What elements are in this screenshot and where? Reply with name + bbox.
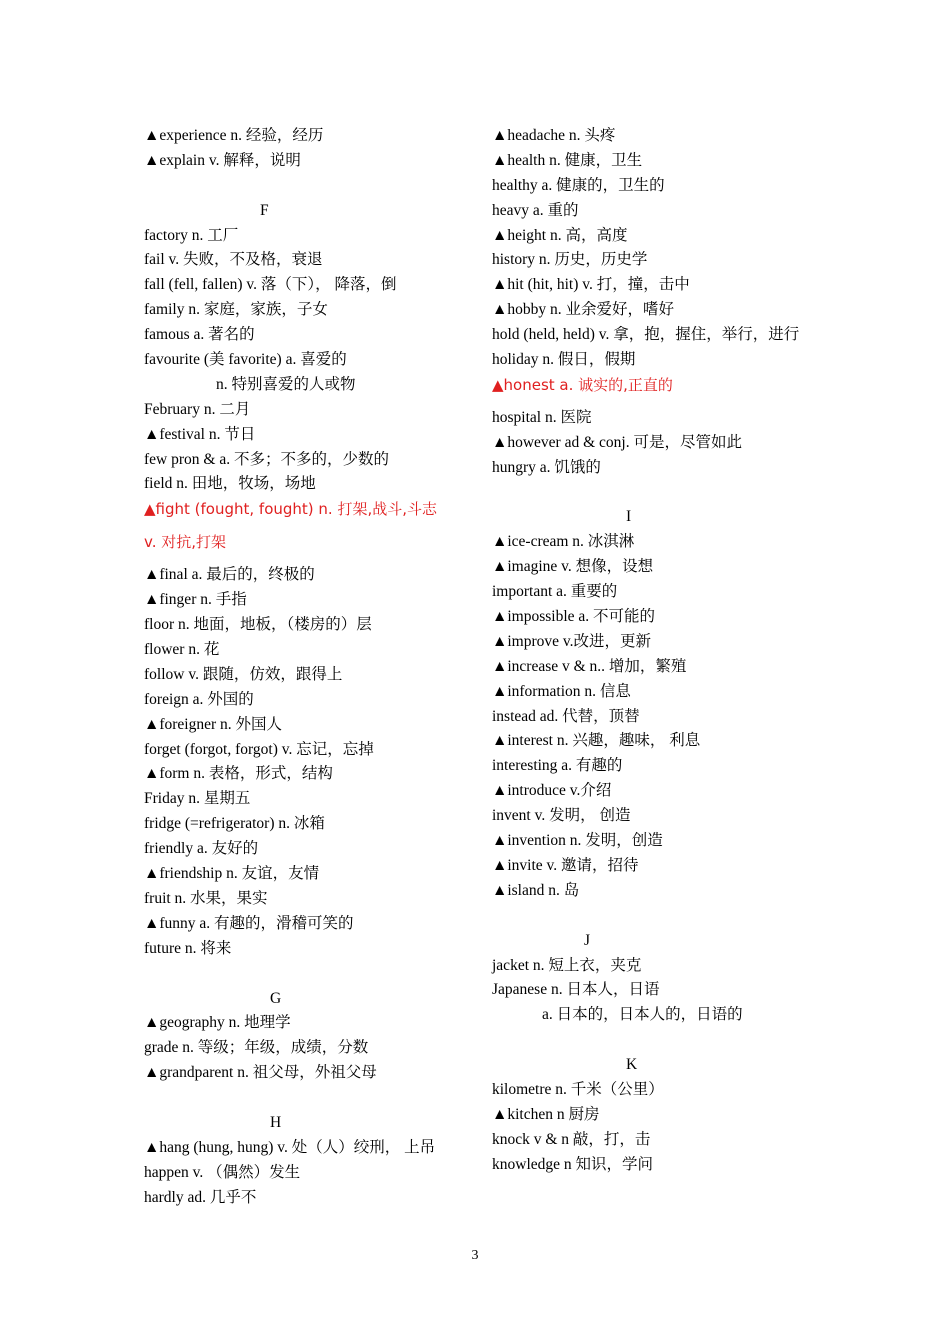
vocab-entry: ▲form n. 表格，形式，结构 <box>144 765 333 783</box>
vocab-entry: fridge (=refrigerator) n. 冰箱 <box>144 815 325 833</box>
vocab-entry: hardly ad. 几乎不 <box>144 1188 257 1206</box>
vocab-entry: ▲hang (hung, hung) v. 处（人）绞刑， 上吊 <box>144 1138 436 1156</box>
vocab-entry: field n. 田地，牧场，场地 <box>144 475 316 493</box>
blank-line <box>492 904 832 929</box>
right-column <box>492 124 832 1178</box>
blank-line <box>492 1028 832 1053</box>
vocab-entry: healthy a. 健康的，卫生的 <box>492 176 665 194</box>
vocab-entry: ▲however ad & conj. 可是，尽管如此 <box>492 433 742 451</box>
vocab-entry: hungry a. 饥饿的 <box>492 458 601 476</box>
vocab-entry: ▲increase v & n.. 增加，繁殖 <box>492 657 687 675</box>
vocab-entry: knock v & n 敲，打，击 <box>492 1130 651 1148</box>
vocab-entry: invent v. 发明， 创造 <box>492 807 631 825</box>
vocab-entry: ▲height n. 高，高度 <box>492 226 628 244</box>
vocab-entry: ▲imagine v. 想像，设想 <box>492 558 654 576</box>
vocab-entry: ▲final a. 最后的，终极的 <box>144 566 315 584</box>
vocab-entry: hold (held, held) v. 拿，抱，握住，举行，进行 <box>492 326 800 344</box>
vocab-entry: instead ad. 代替，顶替 <box>492 707 640 725</box>
vocab-entry: heavy a. 重的 <box>492 201 579 219</box>
vocab-entry: hospital n. 医院 <box>492 408 592 426</box>
vocab-entry: jacket n. 短上衣，夹克 <box>492 956 642 974</box>
vocab-entry: forget (forgot, forgot) v. 忘记，忘掉 <box>144 740 374 758</box>
left-column <box>144 124 474 1211</box>
blank-line <box>144 962 474 987</box>
vocab-entry: ▲grandparent n. 祖父母，外祖父母 <box>144 1064 377 1082</box>
vocab-entry: February n. 二月 <box>144 400 251 418</box>
vocab-entry: knowledge n 知识，学问 <box>492 1155 654 1173</box>
page-number: 3 <box>471 1248 479 1263</box>
vocab-entry: famous a. 著名的 <box>144 326 255 344</box>
vocab-entry: ▲funny a. 有趣的，滑稽可笑的 <box>144 914 354 932</box>
vocab-entry: ▲interest n. 兴趣，趣味， 利息 <box>492 732 701 750</box>
vocab-entry: ▲island n. 岛 <box>492 881 580 899</box>
section-letter-heading: K <box>626 1056 638 1074</box>
vocab-entry: ▲finger n. 手指 <box>144 591 247 609</box>
vocab-entry: ▲foreigner n. 外国人 <box>144 715 283 733</box>
vocab-entry: ▲festival n. 节日 <box>144 425 256 443</box>
vocab-entry: history n. 历史，历史学 <box>492 251 648 269</box>
vocab-entry: Japanese n. 日本人，日语 <box>492 981 660 999</box>
section-letter-heading: J <box>584 931 591 949</box>
vocab-entry: ▲friendship n. 友谊，友情 <box>144 865 320 883</box>
vocab-entry: ▲impossible a. 不可能的 <box>492 608 656 626</box>
vocab-entry: friendly a. 友好的 <box>144 840 259 858</box>
vocab-entry: a. 日本的，日本人的，日语的 <box>542 1006 743 1024</box>
vocab-entry: fruit n. 水果，果实 <box>144 889 268 907</box>
blank-line <box>492 481 832 506</box>
vocab-entry: ▲invite v. 邀请，招待 <box>492 856 639 874</box>
section-letter-heading: H <box>270 1113 282 1131</box>
vocab-entry: future n. 将来 <box>144 939 232 957</box>
vocab-entry: important a. 重要的 <box>492 583 618 601</box>
vocab-entry: fall (fell, fallen) v. 落（下）， 降落，倒 <box>144 276 397 294</box>
section-letter-heading: G <box>270 989 282 1007</box>
vocab-entry: floor n. 地面，地板，（楼房的）层 <box>144 616 372 634</box>
vocab-entry: ▲improve v.改进，更新 <box>492 632 651 650</box>
vocab-entry: ▲ice-cream n. 冰淇淋 <box>492 533 635 551</box>
section-letter-heading: F <box>260 201 269 219</box>
vocab-entry: ▲information n. 信息 <box>492 682 631 700</box>
vocab-entry: ▲health n. 健康，卫生 <box>492 151 643 169</box>
vocab-entry: Friday n. 星期五 <box>144 790 251 808</box>
vocab-entry: few pron & a. 不多；不多的，少数的 <box>144 450 389 468</box>
vocab-entry: ▲invention n. 发明，创造 <box>492 832 663 850</box>
vocab-entry: v. 对抗,打架 <box>144 533 227 552</box>
vocab-entry: ▲explain v. 解释，说明 <box>144 151 301 169</box>
vocab-entry: holiday n. 假日，假期 <box>492 351 636 369</box>
vocab-entry: ▲hit (hit, hit) v. 打，撞，击中 <box>492 276 690 294</box>
vocab-entry: ▲honest a. 诚实的,正直的 <box>492 375 673 394</box>
vocab-entry: favourite (美 favorite) a. 喜爱的 <box>144 351 347 369</box>
vocab-entry: foreign a. 外国的 <box>144 690 254 708</box>
vocab-entry: n. 特别喜爱的人或物 <box>216 375 356 393</box>
vocab-entry: fail v. 失败，不及格，衰退 <box>144 251 323 269</box>
vocab-entry: family n. 家庭，家族，子女 <box>144 301 328 319</box>
vocab-entry: interesting a. 有趣的 <box>492 757 623 775</box>
vocab-entry: happen v. （偶然）发生 <box>144 1163 301 1181</box>
vocab-entry: grade n. 等级；年级，成绩，分数 <box>144 1039 369 1057</box>
vocab-entry: ▲introduce v.介绍 <box>492 782 612 800</box>
vocab-entry: flower n. 花 <box>144 641 220 659</box>
vocab-entry: ▲kitchen n 厨房 <box>492 1105 600 1123</box>
vocab-entry: ▲headache n. 头疼 <box>492 127 616 144</box>
blank-line <box>144 174 474 199</box>
vocab-entry: ▲hobby n. 业余爱好，嗜好 <box>492 301 674 319</box>
section-letter-heading: I <box>626 508 632 526</box>
vocab-entry: factory n. 工厂 <box>144 226 239 244</box>
vocab-entry: kilometre n. 千米（公里） <box>492 1080 664 1098</box>
vocab-entry: ▲geography n. 地理学 <box>144 1014 291 1032</box>
vocab-entry: follow v. 跟随，仿效，跟得上 <box>144 665 343 683</box>
vocab-entry: ▲experience n. 经验，经历 <box>144 127 324 144</box>
blank-line <box>144 1086 474 1111</box>
vocab-entry: ▲fight (fought, fought) n. 打架,战斗,斗志 <box>144 500 437 519</box>
